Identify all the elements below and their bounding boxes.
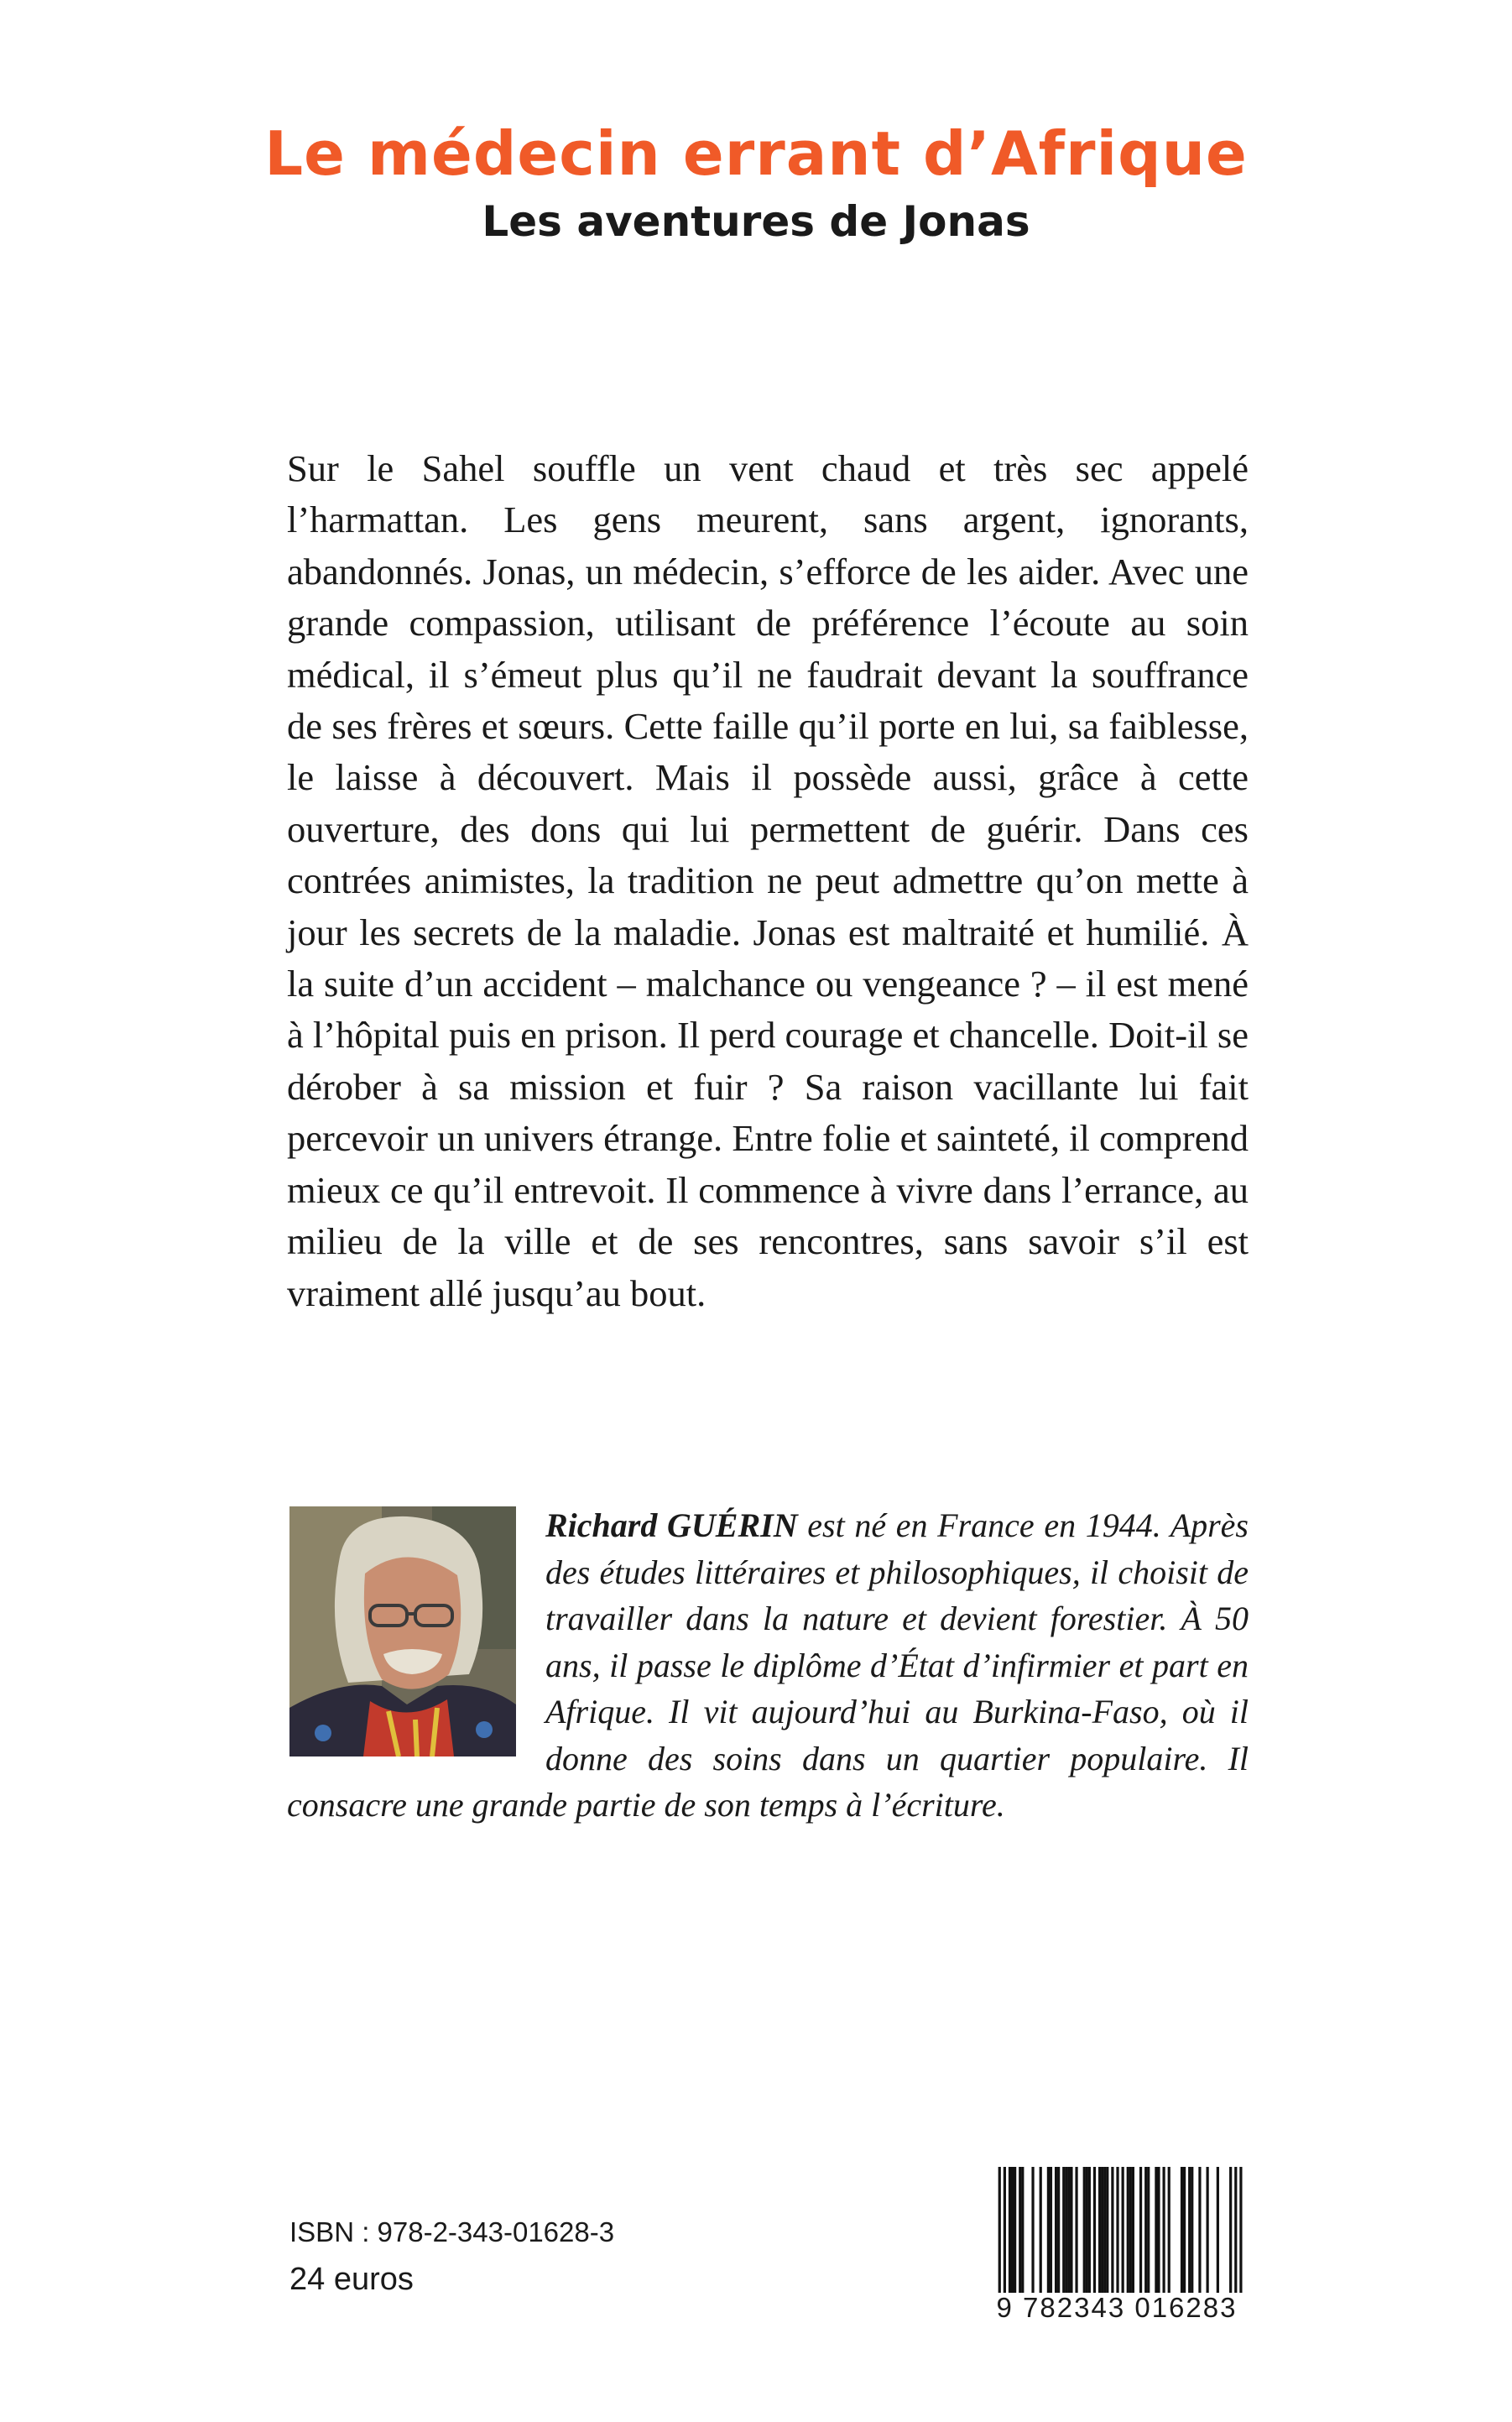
barcode-bar-12 <box>1057 2167 1060 2293</box>
barcode-bar-20 <box>1088 2167 1091 2293</box>
barcode-bar-8 <box>1040 2167 1042 2293</box>
book-subtitle: Les aventures de Jonas <box>482 197 1030 246</box>
barcode-bar-24 <box>1103 2167 1106 2293</box>
barcode-digits: 9 782343 016283 <box>980 2293 1254 2323</box>
barcode-bar-44 <box>1207 2167 1209 2293</box>
barcode-bar-22 <box>1098 2167 1101 2293</box>
barcode-bar-25 <box>1106 2167 1108 2293</box>
barcode-bar-10 <box>1050 2167 1052 2293</box>
barcode-bar-38 <box>1168 2167 1170 2293</box>
barcode-bar-26 <box>1111 2167 1113 2293</box>
barcode-bar-46 <box>1229 2167 1232 2293</box>
barcode-bar-4 <box>1014 2167 1016 2293</box>
barcode-bar-15 <box>1067 2167 1070 2293</box>
barcode-bar-2 <box>1009 2167 1011 2293</box>
barcode-bar-32 <box>1139 2167 1142 2293</box>
barcode-bar-34 <box>1147 2167 1150 2293</box>
barcode-bar-40 <box>1183 2167 1186 2293</box>
isbn-label: ISBN : 978-2-343-01628-3 <box>289 2216 615 2247</box>
barcode-bar-16 <box>1070 2167 1072 2293</box>
barcode-bar-42 <box>1191 2167 1193 2293</box>
barcode-bar-36 <box>1157 2167 1160 2293</box>
barcode-bar-14 <box>1065 2167 1067 2293</box>
barcode-bar-37 <box>1162 2167 1165 2293</box>
barcode-bar-6 <box>1021 2167 1024 2293</box>
barcode-bar-13 <box>1062 2167 1065 2293</box>
barcode-bar-23 <box>1101 2167 1103 2293</box>
barcode-bar-3 <box>1011 2167 1014 2293</box>
price-label: 24 euros <box>289 2262 414 2297</box>
barcode-bar-41 <box>1188 2167 1191 2293</box>
barcode-bar-11 <box>1055 2167 1057 2293</box>
book-title: Le médecin errant d’Afrique <box>264 118 1248 189</box>
barcode-bar-18 <box>1083 2167 1086 2293</box>
barcode-bar-35 <box>1155 2167 1157 2293</box>
barcode-bar-9 <box>1047 2167 1050 2293</box>
photo-spacer <box>287 1502 545 1779</box>
barcode-bar-19 <box>1086 2167 1088 2293</box>
author-name: Richard GUÉRIN <box>545 1506 798 1544</box>
barcode-bar-21 <box>1093 2167 1096 2293</box>
barcode-bar-43 <box>1198 2167 1201 2293</box>
barcode-bar-45 <box>1217 2167 1219 2293</box>
author-bio-text: est né en France en 1944. Après des études littéraires et philosophiques, il choisit de travailler dans la nature et devient forestier. À 50 ans, il passe le diplôme d’État d’infirmier et part en Afrique. Il vit aujourd’hui au Burkina-Faso, où il donne des soins dans un quartier populaire. Il consacre une grande partie de son temps à l’écriture. <box>287 1506 1249 1824</box>
author-bio <box>287 1502 1249 1829</box>
barcode-bar-17 <box>1075 2167 1077 2293</box>
barcode-bar-39 <box>1181 2167 1183 2293</box>
barcode-bar-30 <box>1129 2167 1132 2293</box>
barcode-bar-29 <box>1127 2167 1129 2293</box>
barcode-bar-33 <box>1144 2167 1147 2293</box>
barcode-bar-7 <box>1031 2167 1034 2293</box>
barcode-bar-5 <box>1019 2167 1021 2293</box>
barcode-bar-31 <box>1132 2167 1134 2293</box>
back-cover-blurb: Sur le Sahel souffle un vent chaud et très sec appelé l’harmattan. Les gens meurent, sans argent, ignorants, abandonnés. Jonas, un médecin, s’efforce de les aider. Avec une grande compassion, utilisant de préférence l’écoute au soin médical, il s’émeut plus qu’il ne faudrait devant la souffrance de ses frères et sœurs. Cette faille qu’il porte en lui, sa faiblesse, le laisse à découvert. Mais il possède aussi, grâce à cette ouverture, des dons qui lui permettent de guérir. Dans ces contrées animistes, la tradition ne peut admettre qu’on mette à jour les secrets de la maladie. Jonas est maltraité et humilié. À la suite d’un accident – malchance ou vengeance ? – il est mené à l’hôpital puis en prison. Il perd courage et chancelle. Doit-il se dérober à sa mission et fuir ? Sa raison vacillante lui fait percevoir un univers étrange. Entre folie et sainteté, il comprend mieux ce qu’il entrevoit. Il commence à vivre dans l’errance, au milieu de la ville et de ses rencontres, sans savoir s’il est vraiment allé jusqu’au bout. <box>287 447 1249 1314</box>
